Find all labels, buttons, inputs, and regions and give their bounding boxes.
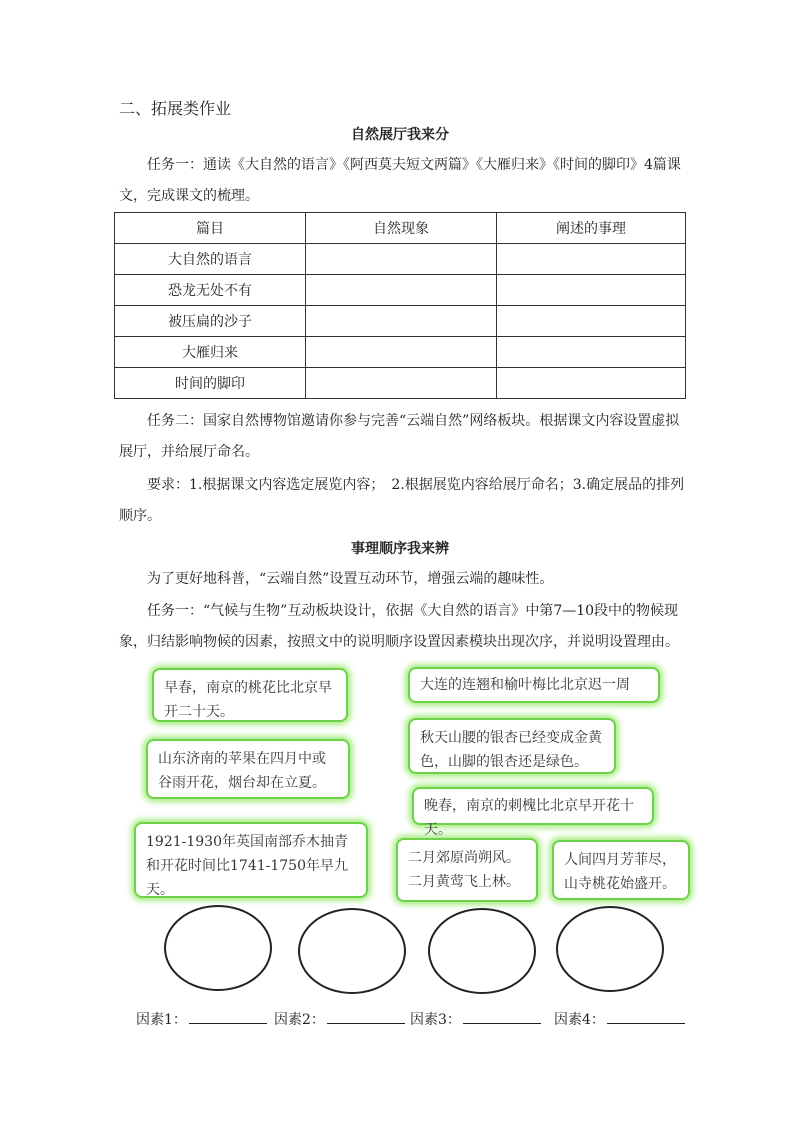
- table-cell-blank[interactable]: [497, 306, 686, 337]
- factor-blank[interactable]: [189, 1009, 267, 1024]
- table-row: [115, 337, 686, 368]
- table-cell-blank[interactable]: [497, 368, 686, 399]
- section2-title: 事理顺序我来辨: [351, 541, 449, 557]
- table-cell-title: 大自然的语言: [115, 244, 306, 275]
- phenomenon-card[interactable]: 人间四月芳菲尽，山寺桃花始盛开。: [552, 840, 690, 900]
- table-row: [115, 368, 686, 399]
- factor-blank[interactable]: [327, 1009, 405, 1024]
- factor-blank[interactable]: [463, 1009, 541, 1024]
- table-cell-blank[interactable]: [306, 368, 497, 399]
- table-row: [115, 244, 686, 275]
- requirement-text: 要求：1.根据课文内容选定展览内容； 2.根据展览内容给展厅命名；3.确定展品的排列顺序。: [119, 477, 685, 524]
- table-header: 自然现象: [306, 213, 497, 244]
- table-cell-blank[interactable]: [497, 244, 686, 275]
- phenomenon-card[interactable]: 晚春，南京的刺槐比北京早开花十天。: [412, 787, 654, 825]
- reading-table: [114, 212, 686, 399]
- table-cell-blank[interactable]: [306, 337, 497, 368]
- table-cell-title: 时间的脚印: [115, 368, 306, 399]
- factor-field-1: [136, 1009, 267, 1029]
- factor-field-4: [554, 1009, 685, 1029]
- table-header: 阐述的事理: [497, 213, 686, 244]
- factor-field-2: [274, 1009, 405, 1029]
- factor-label: 因素2：: [274, 1012, 325, 1028]
- table-cell-title: 大雁归来: [115, 337, 306, 368]
- table-cell-blank[interactable]: [306, 244, 497, 275]
- factor-blank[interactable]: [607, 1009, 685, 1024]
- section-heading: 二、拓展类作业: [119, 99, 232, 118]
- task1-text: 任务一：通读《大自然的语言》《阿西莫夫短文两篇》《大雁归来》《时间的脚印》4篇课文，完成课文的梳理。: [119, 157, 681, 204]
- factor-oval-2[interactable]: [298, 908, 406, 994]
- table-cell-title: 被压扁的沙子: [115, 306, 306, 337]
- table-cell-blank[interactable]: [306, 306, 497, 337]
- phenomenon-card[interactable]: 秋天山腰的银杏已经变成金黄色，山脚的银杏还是绿色。: [408, 718, 616, 774]
- table-cell-title: 恐龙无处不有: [115, 275, 306, 306]
- table-row: [115, 275, 686, 306]
- table-cell-blank[interactable]: [497, 275, 686, 306]
- factor-label: 因素4：: [554, 1012, 605, 1028]
- task2-text: 任务二：国家自然博物馆邀请你参与完善“云端自然”网络板块。根据课文内容设置虚拟展厅，并给展厅命名。: [119, 413, 680, 460]
- section1-title: 自然展厅我来分: [351, 127, 449, 143]
- table-cell-blank[interactable]: [497, 337, 686, 368]
- factor-oval-1[interactable]: [164, 905, 272, 991]
- phenomenon-card[interactable]: 1921-1930年英国南部乔木抽青和开花时间比1741-1750年早九天。: [134, 822, 368, 898]
- table-cell-blank[interactable]: [306, 275, 497, 306]
- phenomenon-card[interactable]: 山东济南的苹果在四月中或谷雨开花，烟台却在立夏。: [146, 739, 350, 799]
- factor-field-3: [410, 1009, 541, 1029]
- phenomenon-card[interactable]: 大连的连翘和榆叶梅比北京迟一周: [408, 667, 660, 703]
- factor-oval-4[interactable]: [556, 906, 664, 992]
- phenomenon-card[interactable]: 早春，南京的桃花比北京早开二十天。: [152, 668, 348, 722]
- factor-label: 因素1：: [136, 1012, 187, 1028]
- table-row: [115, 306, 686, 337]
- table-header: 篇目: [115, 213, 306, 244]
- factor-label: 因素3：: [410, 1012, 461, 1028]
- factor-oval-3[interactable]: [428, 908, 536, 994]
- intro-text: 为了更好地科普，“云端自然”设置互动环节，增强云端的趣味性。: [147, 571, 554, 587]
- table-header-row: [115, 213, 686, 244]
- phenomenon-card[interactable]: 二月郊原尚朔风。二月黄莺飞上林。: [396, 838, 538, 902]
- section2-task1-text: 任务一：“气候与生物”互动板块设计，依据《大自然的语言》中第7—10段中的物候现象，归结影响物候的因素，按照文中的说明顺序设置因素模块出现次序，并说明设置理由。: [119, 603, 679, 650]
